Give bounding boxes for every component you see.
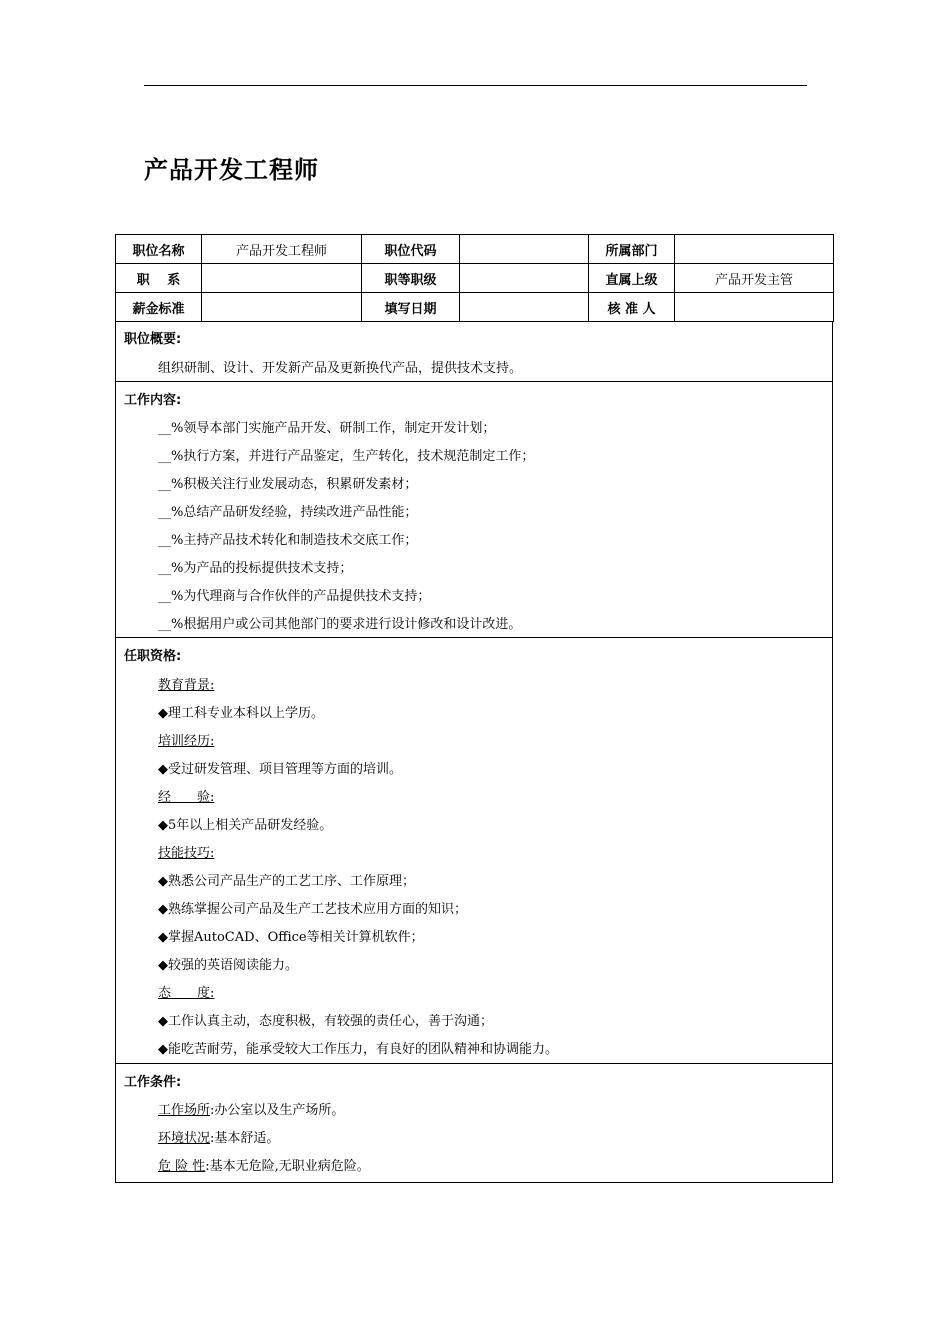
risk-line	[158, 1155, 370, 1174]
education-text: ◆理工科专业本科以上学历。	[158, 706, 324, 721]
department-value	[675, 235, 834, 264]
duties-heading: 工作内容:	[124, 393, 182, 408]
environment-line	[158, 1127, 279, 1146]
approver-value	[675, 293, 834, 322]
job-family-label: 职 系	[116, 264, 202, 293]
overview-text: 组织研制、设计、开发新产品及更新换代产品，提供技术支持。	[158, 361, 523, 376]
overview-heading: 职位概要:	[124, 332, 182, 347]
position-name-label: 职位名称	[116, 235, 202, 264]
list-item: __%积极关注行业发展动态，积累研发素材；	[158, 477, 418, 492]
conditions-heading: 工作条件:	[124, 1075, 182, 1090]
work-place-value: :办公室以及生产场所。	[210, 1103, 345, 1118]
risk-value: :基本无危险,无职业病危险。	[205, 1159, 370, 1174]
training-text: ◆受过研发管理、项目管理等方面的培训。	[158, 762, 402, 777]
environment-label: 环境状况	[158, 1131, 211, 1146]
list-item: __%领导本部门实施产品开发、研制工作，制定开发计划；	[158, 421, 496, 436]
page-title: 产品开发工程师	[144, 156, 319, 184]
table-row	[116, 293, 834, 322]
education-label: 教育背景:	[158, 678, 215, 693]
list-item: ◆熟练掌握公司产品及生产工艺技术应用方面的知识；	[158, 902, 467, 917]
list-item: __%执行方案，并进行产品鉴定，生产转化，技术规范制定工作；	[158, 449, 535, 464]
list-item: ◆较强的英语阅读能力。	[158, 958, 298, 973]
department-label: 所属部门	[589, 235, 675, 264]
risk-label: 危 险 性	[158, 1159, 206, 1174]
job-grade-label: 职等职级	[362, 264, 460, 293]
fill-date-label: 填写日期	[362, 293, 460, 322]
experience-text: ◆5年以上相关产品研发经验。	[158, 818, 333, 833]
experience-label: 经 验:	[158, 790, 215, 805]
position-code-value	[460, 235, 589, 264]
work-place-line	[158, 1099, 344, 1118]
work-place-label: 工作场所	[158, 1103, 211, 1118]
list-item: __%主持产品技术转化和制造技术交底工作；	[158, 533, 418, 548]
qualifications-section	[115, 638, 833, 1064]
supervisor-label: 直属上级	[589, 264, 675, 293]
skills-label: 技能技巧:	[158, 846, 215, 861]
qualifications-heading: 任职资格:	[124, 649, 182, 664]
duties-section	[115, 382, 833, 638]
header-rule	[144, 85, 807, 86]
job-grade-value	[460, 264, 589, 293]
position-code-label: 职位代码	[362, 235, 460, 264]
list-item: __%根据用户或公司其他部门的要求进行设计修改和设计改进。	[158, 617, 522, 632]
position-name-value: 产品开发工程师	[202, 235, 362, 264]
table-row	[116, 235, 834, 264]
salary-label: 薪金标准	[116, 293, 202, 322]
job-family-value	[202, 264, 362, 293]
position-info-table	[115, 234, 834, 322]
approver-label: 核 准 人	[589, 293, 675, 322]
overview-section	[115, 321, 833, 382]
environment-value: :基本舒适。	[210, 1131, 280, 1146]
list-item: ◆工作认真主动，态度积极，有较强的责任心，善于沟通；	[158, 1014, 493, 1029]
list-item: __%为代理商与合作伙伴的产品提供技术支持；	[158, 589, 431, 604]
attitude-label: 态 度:	[158, 986, 215, 1001]
conditions-section	[115, 1064, 833, 1183]
list-item: __%为产品的投标提供技术支持；	[158, 561, 353, 576]
supervisor-value: 产品开发主管	[675, 264, 834, 293]
fill-date-value	[460, 293, 589, 322]
list-item: ◆掌握AutoCAD、Office等相关计算机软件；	[158, 930, 424, 945]
training-label: 培训经历:	[158, 734, 215, 749]
list-item: ◆熟悉公司产品生产的工艺工序、工作原理；	[158, 874, 415, 889]
salary-value	[202, 293, 362, 322]
list-item: ◆能吃苦耐劳，能承受较大工作压力，有良好的团队精神和协调能力。	[158, 1042, 558, 1057]
table-row	[116, 264, 834, 293]
list-item: __%总结产品研发经验，持续改进产品性能；	[158, 505, 418, 520]
